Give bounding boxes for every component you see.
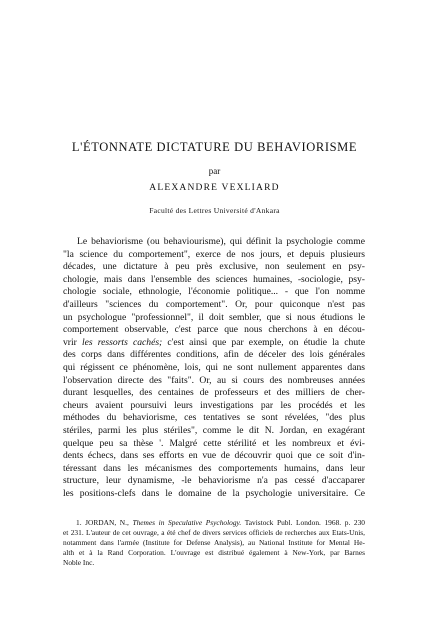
footnote-line: Noble Inc. [63,558,95,568]
body-line: un psychologue "professionnel", il doit sembler, que si nous étudions le [63,311,365,323]
body-line-italic [63,337,365,350]
footnote-line: notamment dans l'armée (Institute for Defense Analysis), au National Institute for Mental He- [63,538,365,548]
body-line: "la science du comportement", exerce de nos jours, et depuis plusieurs [63,248,365,260]
body-line: téressant dans les mécanismes des comportements humains, dans leur [63,462,365,474]
body-line: qui régissent ce phénomène, lois, qui ne sont nullement apparentes dans [63,361,365,373]
author-name: ALEXANDRE VEXLIARD [149,183,280,193]
body-text [63,236,365,500]
footnote-line: et 231. L'auteur de cet ouvrage, a été chef de divers services officiels de recherches aux Etats-Unis, [63,528,365,538]
footnote-line [63,518,365,528]
article-title: L'ÉTONNATE DICTATURE DU BEHAVIORISME [71,140,358,154]
body-line: dents échecs, dans ses efforts en vue de découvrir quoi que ce soit d'in- [63,450,365,462]
footnote-book-title: Themes in Speculative Psychology. [132,518,242,527]
body-line: l'observation directe des "faits". Or, au si cours des nombreuses années [63,374,365,386]
footnote [63,518,365,568]
body-line: méthodes du behaviorisme, ces tentatives se sont révelées, "des plus [63,412,365,424]
body-line: quelque peu sa thèse '. Malgré cette stérilité et les nombreux et évi- [63,437,365,449]
body-line: chologie, mais dans l'ensemble des sciences humaines, -sociologie, psy- [63,273,365,285]
footnote-post: Tavistock Publ. London. 1968. p. 230 [241,518,365,527]
footnote-pre: 1. JORDAN, N., [76,518,133,527]
footnote-line: alth et à la Rand Corporation. L'ouvrage est distribué également à New-York, par Barnes [63,548,365,558]
body-line: stériles, parmi les plus stériles", comme le dit N. Jordan, en exagérant [63,424,365,436]
body-line: les positions-clefs dans le domaine de la psychologie universitaire. Ce [63,487,365,499]
byline-par: par [208,166,221,176]
body-line: chologie sociale, ethnologie, l'économie politique... - que l'on nomme [63,286,365,298]
body-line: des corps dans différentes conditions, afin de déceler des lois générales [63,349,365,361]
body-line-pre: vrir [63,336,82,348]
body-line: structure, leur dynamisme, -le behaviorisme n'a pas cessé d'accaparer [63,475,365,487]
italic-phrase: les ressorts cachés; [82,336,163,348]
body-line: décades, une dictature à peu près exclusive, non seulement en psy- [63,261,365,273]
body-line: durant lesquelles, des centaines de professeurs et des milliers de cher- [63,387,365,399]
body-line-post: c'est ainsi que par exemple, on étudie la chute [162,336,365,348]
body-line: Le behaviorisme (ou behaviourisme), qui définit la psychologie comme [77,236,365,247]
body-line: comportement observable, c'est parce que nous cherchons à en décou- [63,324,365,336]
author-affiliation: Faculté des Lettres Université d'Ankara [149,206,280,215]
body-line: cheurs avaient poursuivi leurs investigations par les procédés et les [63,399,365,411]
body-line: d'ailleurs "sciences du comportement". Or, pour quiconque n'est pas [63,298,365,310]
